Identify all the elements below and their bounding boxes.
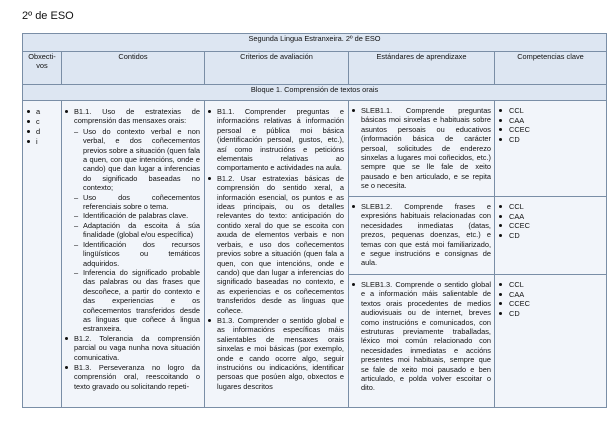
competencia-item: CD bbox=[499, 309, 606, 319]
estandares-cell bbox=[349, 101, 495, 408]
competencia-item: CAA bbox=[499, 116, 606, 126]
obxectivos-cell bbox=[23, 101, 62, 408]
contido-sub-item: – Adaptación da escoita á súa finalidade (global e/ou específica) bbox=[65, 221, 200, 240]
competencias-segment bbox=[495, 197, 606, 275]
contido-b1-2: B1.2. Tolerancia da comprensión parcial ou vaga nunha nova situación comunicativa. bbox=[65, 334, 200, 362]
contido-sub-item: – Identificación de palabras clave. bbox=[65, 211, 200, 220]
contidos-cell bbox=[62, 101, 205, 408]
table-title: Segunda Lingua Estranxeira. 2º de ESO bbox=[23, 34, 607, 52]
header-criterios: Criterios de avaliación bbox=[205, 52, 349, 85]
competencia-item: CD bbox=[499, 231, 606, 241]
competencia-item: CCL bbox=[499, 280, 606, 290]
estandar-segment bbox=[349, 275, 494, 396]
contido-sub-item: – Identificación dos recursos lingüísticos ou temáticos adquiridos. bbox=[65, 240, 200, 268]
criterios-cell bbox=[205, 101, 349, 408]
competencia-item: CD bbox=[499, 135, 606, 145]
obxectivo-item: i bbox=[27, 137, 61, 147]
obxectivo-item: a bbox=[27, 107, 61, 117]
competencias-cell bbox=[495, 101, 607, 408]
criterio-item: B1.3. Comprender o sentido global e as informacións específicas máis salientables de mensaxes orais sinxelas e moi básicas (por exemplo, onde e cando ocorre algo, seguir instrucións ou indicacións, identificar persoas que posúen algo, obxectos e lugares descritos bbox=[208, 316, 344, 391]
page-heading: 2º de ESO bbox=[22, 10, 74, 22]
curriculum-table bbox=[22, 33, 607, 408]
estandar-item: SLEB1.2. Comprende frases e expresións habituais relacionadas con necesidades inmediatas (datas, prezos, pequenas doenzas, etc.) e temas con que está moi familiarizado, e segue instrucións e consignas de aula. bbox=[352, 202, 491, 268]
competencia-item: CAA bbox=[499, 212, 606, 222]
competencia-item: CCL bbox=[499, 106, 606, 116]
competencia-item: CAA bbox=[499, 290, 606, 300]
contido-sub-item: – Uso do contexto verbal e non verbal, e dos coñecementos previos sobre a situación (quen fala a quen, con que intencións, onde e cando) que dan lugar a inferencias do significado baseadas no contexto; bbox=[65, 127, 200, 193]
competencias-segment bbox=[495, 275, 606, 318]
criterio-item: B1.1. Comprender preguntas e informacións relativas á información persoal e pública moi básica (identificación persoal, gustos, etc.), así como instrucións e peticións elementais relativas ao comportamento e actividades na aula. bbox=[208, 107, 344, 173]
estandar-segment bbox=[349, 101, 494, 197]
estandar-item: SLEB1.1. Comprende preguntas básicas moi sinxelas e habituais sobre asuntos persoais ou educativos (información básica de carácter persoal, solicitudes de enderezo sinxelas a lugares moi coñecidos, etc.) sempre que se lle fale de xeito pausado e ben articulado, e se repita se o necesita. bbox=[352, 106, 491, 191]
header-estandares: Estándares de aprendizaxe bbox=[349, 52, 495, 85]
header-contidos: Contidos bbox=[62, 52, 205, 85]
contido-sub-item: – Inferencia do significado probable das palabras ou das frases que descoñece, a partir do contexto e das experiencias e os coñecementos transferidos desde as linguas que coñece á lingua estranxeira. bbox=[65, 268, 200, 334]
contido-b1-1: B1.1. Uso de estratexias de comprensión das mensaxes orais: bbox=[65, 107, 200, 126]
block-title: Bloque 1. Comprensión de textos orais bbox=[23, 85, 607, 101]
estandar-segment bbox=[349, 197, 494, 275]
estandar-item: SLEB1.3. Comprende o sentido global e a información máis salientable de textos orais procedentes de medios audiovisuais ou de internet, breves como instrucións e comunicados, con estruturas previamente traballadas, léxico moi común relacionado con necesidades inmediatas e accións presentes moi habituais, sempre que se fale de xeito moi pausado e ben articulado, e polda volver escoitar o dito. bbox=[352, 280, 491, 393]
header-obxectivos: Obxecti-vos bbox=[23, 52, 62, 85]
contido-b1-3: B1.3. Perseveranza no logro da comprensión oral, reescoitando o texto gravado ou solicitando repeti- bbox=[65, 363, 200, 391]
competencia-item: CCL bbox=[499, 202, 606, 212]
competencia-item: CCEC bbox=[499, 221, 606, 231]
competencia-item: CCEC bbox=[499, 125, 606, 135]
competencias-segment bbox=[495, 101, 606, 197]
criterio-item: B1.2. Usar estratexias básicas de comprensión do sentido xeral, a información esencial, os puntos e as ideas principais, ou os detalles relevantes do texto: anticipación do contido xeral do que se escoita con axuda de elementos verbais e non verbais, e uso dos coñecementos previos sobre a situación (quen fala a quen, con que intencións, onde e cando) que dan lugar a inferencias do significado baseadas no contexto, e as experiencias e os coñecementos transferidos desde as linguas que coñece. bbox=[208, 174, 344, 315]
header-competencias: Competencias clave bbox=[495, 52, 607, 85]
obxectivo-item: d bbox=[27, 127, 61, 137]
competencia-item: CCEC bbox=[499, 299, 606, 309]
contido-sub-item: – Uso dos coñecementos referenciais sobre o tema. bbox=[65, 193, 200, 212]
obxectivo-item: c bbox=[27, 117, 61, 127]
